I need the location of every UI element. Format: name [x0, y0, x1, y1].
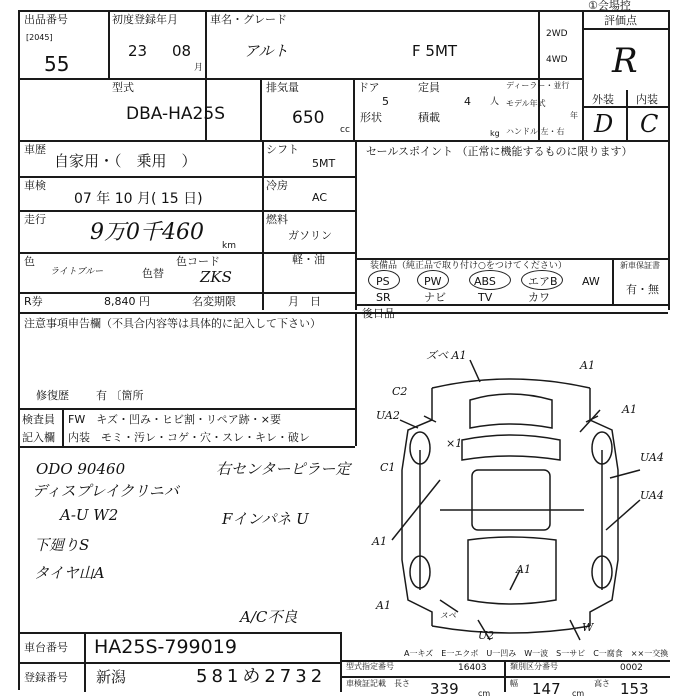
length-unit: cm — [478, 689, 491, 698]
equip-abs: ABS — [474, 275, 496, 288]
hand-note-under: 下廻りS — [34, 536, 90, 554]
width-label: 幅 — [510, 679, 518, 688]
score-label: 評価点 — [604, 14, 637, 27]
equip-pw: PW — [424, 275, 442, 288]
vehicle-cert-label: 車検証記載 — [346, 679, 386, 688]
hand-note-pillar: 右センターピラー定 — [216, 460, 351, 478]
chassis-label: 車台番号 — [24, 641, 68, 654]
equip-navi: ナビ — [424, 291, 446, 304]
interior-label: 内装 — [636, 93, 658, 106]
fuel-petrol: ガソリン — [288, 229, 332, 242]
exterior-label: 外装 — [592, 93, 614, 106]
plate-region: 新潟 — [96, 668, 127, 686]
usage: 自家用・（ 乗用 ） — [54, 152, 197, 170]
ext-checks: FW キズ・凹み・ヒビ割・リペア跡・×要 — [68, 413, 281, 426]
equip-aw: AW — [582, 275, 600, 288]
equip-ps: PS — [376, 275, 390, 288]
chassis-no: HA25S-799019 — [94, 636, 237, 658]
new-warranty-label: 新車保証書 — [620, 261, 660, 270]
load-label: 積載 — [418, 111, 440, 124]
exterior-grade: D — [594, 110, 614, 138]
post-fit-label: 後日品 — [362, 307, 395, 320]
diagram-spare-label: スペ — [440, 611, 456, 620]
grade: F 5MT — [412, 42, 458, 60]
shape-label: 形状 — [360, 111, 382, 124]
recycle-label: R券 — [24, 295, 43, 308]
color-swap-label: 色替 — [142, 267, 164, 280]
diagram-left-top: C2 — [392, 385, 408, 398]
first-reg-label: 初度登録年月 — [112, 13, 178, 26]
hand-note-panel: Fインパネ U — [222, 510, 309, 528]
diagram-right-ua4-top: UA4 — [640, 451, 664, 464]
diagram-right-a1-top: A1 — [580, 359, 595, 372]
type-cert: 16403 — [458, 663, 487, 673]
transfer-label: 名変期限 — [192, 295, 236, 308]
plate-no: 581め2732 — [196, 666, 327, 687]
fuel-diesel: 軽・油 — [292, 253, 325, 266]
mileage-label: 走行 — [24, 213, 46, 226]
color-label: 色 — [24, 255, 35, 268]
hand-note-tire: タイヤ山A — [34, 564, 105, 582]
length-label: 長さ — [394, 679, 410, 688]
ac-label: 冷房 — [266, 179, 288, 192]
capacity: 4 — [464, 95, 471, 108]
int-checks: 内装 モミ・汚レ・コゲ・穴・スレ・キレ・破レ — [68, 431, 310, 444]
repair-label: 修復歴 — [36, 389, 69, 402]
model: DBA-HA25S — [126, 104, 225, 124]
cc-unit: cc — [340, 125, 350, 135]
hand-note-au: A-U W2 — [60, 506, 119, 524]
equip-leather: カワ — [528, 291, 550, 304]
capacity-unit: 人 — [490, 97, 500, 107]
fuel-label: 燃料 — [266, 213, 288, 226]
inspector-label: 検査員 — [22, 413, 55, 426]
score: R — [612, 41, 638, 81]
diagram-right-ua4: UA4 — [640, 489, 664, 502]
model-year-unit: 年 — [570, 111, 578, 120]
length: 339 — [430, 680, 459, 698]
lot-code: [2045] — [26, 33, 53, 42]
ac: AC — [312, 191, 328, 204]
entry-label: 記入欄 — [22, 431, 55, 444]
hand-note-odo: ODO 90460 — [36, 460, 126, 478]
recycle-fee: 8,840 円 — [104, 295, 150, 308]
equipment-title: 装備品（純正品で取り付け○をつけてください） — [370, 261, 567, 271]
history-label: 車歴 — [24, 143, 46, 156]
diagram-bottom-w: W — [582, 621, 594, 634]
lot-no-label: 出品番号 — [24, 13, 68, 26]
diagram-mid-a1: A1 — [516, 563, 531, 576]
reg-month: 08 — [172, 42, 192, 60]
mileage: 9万0千460 — [90, 220, 204, 245]
color-code-label: 色コード — [176, 255, 220, 268]
hand-note-display: ディスプレイクリニバ — [32, 482, 179, 500]
diagram-right-a1: A1 — [622, 403, 637, 416]
drive-4wd: 4WD — [546, 55, 568, 65]
car-name: アルト — [244, 42, 289, 60]
height-label: 高さ — [594, 679, 610, 688]
inspection-label: 車検 — [24, 179, 46, 192]
handle-label: ハンドル 左・右 — [506, 127, 565, 136]
class-label: 類別区分番号 — [510, 662, 558, 671]
diagram-left-a1: A1 — [372, 535, 387, 548]
shift-label: シフト — [266, 143, 299, 156]
hand-note-ac: A/C不良 — [240, 608, 298, 626]
diagram-left-c1: C1 — [380, 461, 396, 474]
equip-tv: TV — [478, 291, 493, 304]
diagram-top-note: ズベ A1 — [426, 349, 467, 362]
diagram-mark-x1: ×1 — [446, 437, 463, 450]
dealer-label: ディーラー・並行 — [506, 81, 570, 90]
diagram-left-ua: UA2 — [376, 409, 400, 422]
diagram-legend: A一キズ E一エクボ U一凹み W一波 S一サビ C一腐食 ××一交換 — [404, 649, 669, 658]
doors-label: ドア — [358, 81, 380, 94]
kg-unit: kg — [490, 129, 500, 138]
doors: 5 — [382, 95, 389, 108]
sales-points-label: セールスポイント （正常に機能するものに限ります） — [366, 145, 633, 158]
height: 153 — [620, 680, 649, 698]
displacement-label: 排気量 — [266, 81, 299, 94]
venue-label: ①会場控 — [588, 0, 631, 12]
month-unit: 月 — [194, 63, 204, 73]
model-year-label: モデル年式 — [506, 99, 546, 108]
new-warranty-value: 有・無 — [626, 283, 659, 296]
plate-label: 登録番号 — [24, 671, 68, 684]
equip-sr: SR — [376, 291, 391, 304]
capacity-label: 定員 — [418, 81, 440, 94]
width-unit: cm — [572, 689, 585, 698]
model-label: 型式 — [112, 81, 134, 94]
interior-grade: C — [640, 110, 659, 138]
km-unit: km — [222, 241, 236, 251]
drive-2wd: 2WD — [546, 29, 568, 39]
shift: 5MT — [312, 157, 336, 170]
displacement: 650 — [292, 108, 325, 128]
width: 147 — [532, 680, 561, 698]
repair-value: 有 〔箇所 — [96, 389, 144, 402]
diagram-bottom-u2: U2 — [478, 629, 495, 642]
equip-airbag: エアB — [528, 275, 558, 288]
class-no: 0002 — [620, 663, 643, 673]
lot-no: 55 — [44, 52, 70, 76]
color: ライトブルー — [50, 267, 104, 277]
reg-year: 23 — [128, 42, 148, 60]
type-cert-label: 型式指定番号 — [346, 662, 394, 671]
caution-label: 注意事項申告欄（不具合内容等は具体的に記入して下さい） — [24, 317, 321, 330]
inspection: 07 年 10 月( 15 日) — [74, 191, 203, 207]
diagram-bottom-a1: A1 — [376, 599, 391, 612]
name-grade-label: 車名・グレード — [210, 13, 287, 26]
color-code: ZKS — [200, 268, 232, 286]
transfer-value: 月 日 — [288, 295, 321, 308]
